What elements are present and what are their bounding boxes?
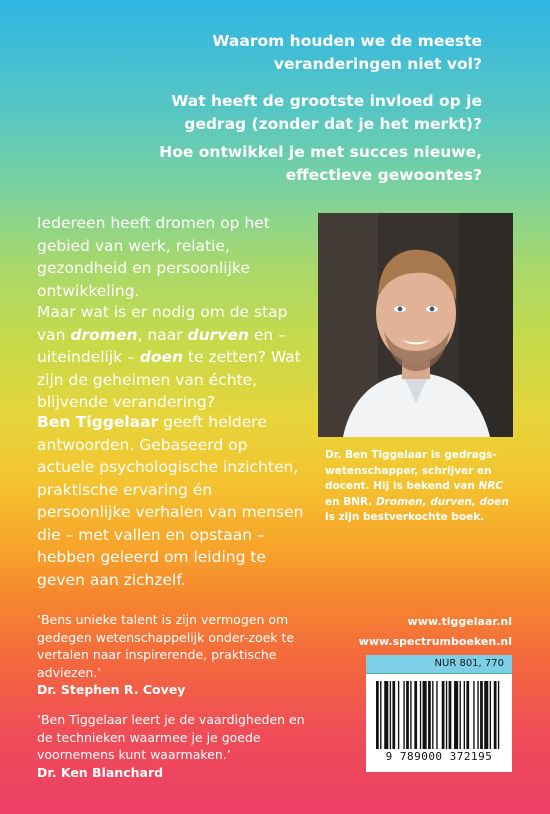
p3-text: geeft heldere antwoorden. Gebaseerd op actuele psychologische inzichten, praktische ervaring én persoonlijke verhalen van mensen die – met vallen en opstaan – hebben geleerd om leiding te geven aan zichzelf. — [37, 413, 304, 589]
p2-text-b: , naar — [137, 325, 188, 344]
url-tiggelaar[interactable]: www.tiggelaar.nl — [407, 615, 512, 628]
quote-covey — [37, 611, 317, 699]
url-spectrumboeken[interactable]: www.spectrumboeken.nl — [358, 635, 512, 648]
author-photo — [318, 213, 513, 437]
quote-author: Dr. Ken Blanchard — [37, 764, 164, 780]
isbn-number: 9 789000 372195 — [385, 750, 493, 763]
bio-text-a: Dr. Ben Tiggelaar is gedrags-wetenschapper, schrijver en docent. Hij is bekend van — [325, 449, 497, 492]
p2-text-d: te zetten? Wat zijn de geheimen van échte, blijvende verandering? — [37, 348, 301, 411]
p2-text-c: en – uiteindelijk – — [37, 325, 286, 366]
question-2: Wat heeft de grootste invloed op je gedrag (zonder dat je het merkt)? — [171, 92, 482, 133]
author-bio — [325, 448, 510, 526]
bio-nrc: NRC — [478, 480, 504, 492]
keyword-durven: durven — [187, 325, 249, 344]
p2-text-a: Maar wat is er nodig om de stap van — [37, 303, 288, 344]
keyword-doen: doen — [139, 348, 184, 366]
barcode-panel — [366, 655, 512, 772]
bio-book-title: Dromen, durven, doen — [375, 495, 509, 508]
quote-text: ‘Ben Tiggelaar leert je de vaardigheden en de technieken waarmee je je goede voornemens kunt waarmaken.’ — [37, 712, 305, 762]
bio-text-b: en BNR. — [325, 495, 376, 508]
nur-code: NUR 801, 770 — [366, 655, 512, 674]
keyword-dromen: dromen — [70, 325, 138, 344]
barcode-icon — [376, 681, 502, 749]
bio-text-c: is zijn bestverkochte boek. — [325, 511, 485, 523]
author-name: Ben Tiggelaar — [37, 413, 159, 431]
quote-text: ‘Bens unieke talent is zijn vermogen om gedegen wetenschappelijk onder-zoek te vertalen naar inspirerende, praktische adviezen.’ — [37, 612, 295, 680]
answer-paragraph — [37, 411, 309, 591]
website-links — [359, 612, 512, 652]
intro-paragraph: Iedereen heeft dromen op het gebied van werk, relatie, gezondheid en persoonlijke ontwikkeling. — [37, 214, 270, 300]
quote-author: Dr. Stephen R. Covey — [37, 682, 186, 697]
question-1: Waarom houden we de meeste veranderingen niet vol? — [212, 32, 482, 73]
question-paragraph — [37, 301, 309, 414]
quote-blanchard — [37, 711, 317, 781]
question-3: Hoe ontwikkel je met succes nieuwe, effectieve gewoontes? — [159, 143, 482, 184]
